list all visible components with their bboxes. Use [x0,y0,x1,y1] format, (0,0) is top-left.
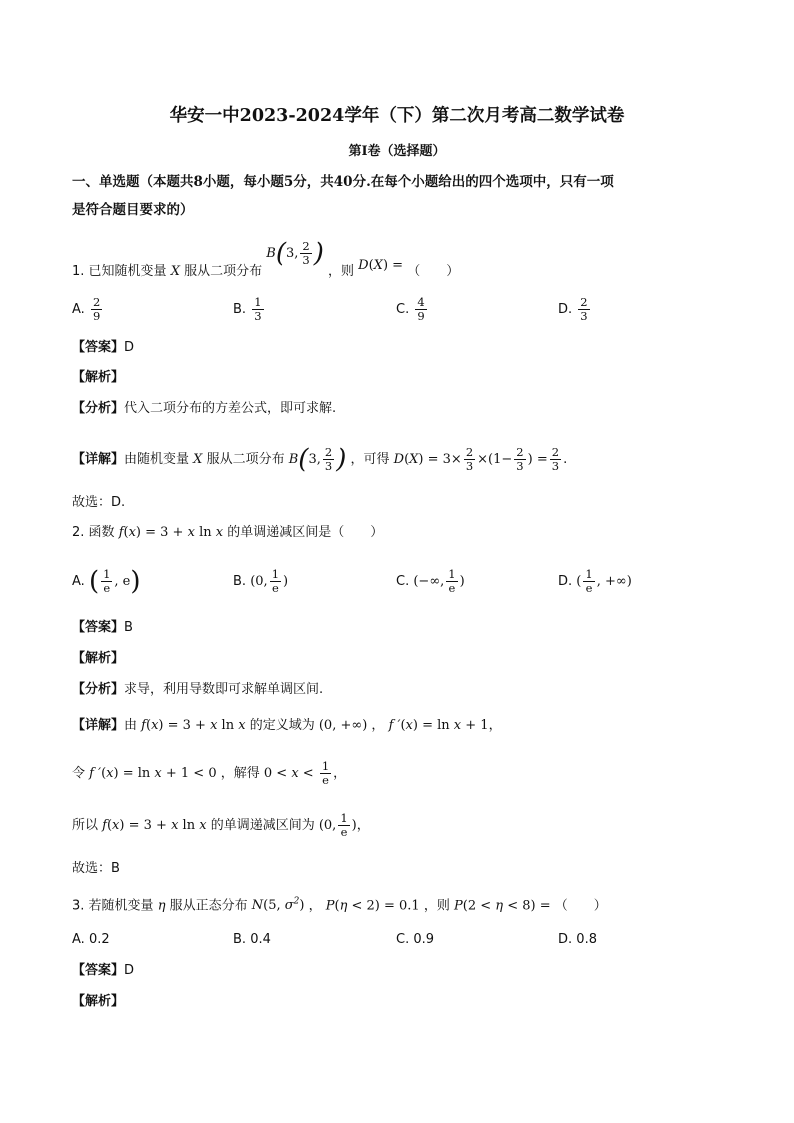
binomial-expr: B(3, $\frac{2}{3}$ ) [266,238,324,269]
q3-option-c: C. 0.9 [396,932,435,947]
q2-option-b: B. (0, $\frac{1}{e}$ ) [233,567,289,595]
q1-option-a: A. $\frac{2}{9}$ [72,295,101,323]
q2-conclusion: 故选：B [72,861,120,876]
q3-option-b: B. 0.4 [233,932,271,947]
section-heading-line1: 一、单选题（本题共8小题，每小题5分，共40分.在每个小题给出的四个选项中，只有一项 [72,174,614,190]
q2-detail-line3: 所以 f(x) = 3 + x ln x 的单调递减区间为 (0, $\frac{1}{e}$ )， [72,811,370,839]
var-x: X [170,264,180,279]
section-heading [72,168,732,224]
q1-detail: 【详解】由随机变量 X 服从二项分布 B(3, $\frac{2}{3}$ ) ，可得 D(X) = 3× $\frac{2}{3}$ ×(1− $\frac{2}{3}$ ) = $\frac{2}{3}$ . [72,444,568,475]
q2-analysis: 【解析】 [72,651,125,666]
question-3: 3. 若随机变量 η 服从正态分布 N(5, $\sigma^2$) ， P(η < 2) = 0.1 ，则 P(2 < η < 8) = （ ） [72,897,607,914]
question-2: 2. 函数 f(x) = 3 + x ln x 的单调递减区间是（ ） [72,525,384,540]
q1-conclusion: 故选：D. [72,495,126,510]
exam-title: 华安一中2023-2024学年（下）第二次月考高二数学试卷 [169,106,625,126]
q1-option-d: D. $\frac{2}{3}$ [558,295,588,323]
q1-fenxi: 【分析】代入二项分布的方差公式，即可求解. [72,401,337,416]
q2-option-a: A. ( $\frac{1}{e}$ , e) [72,566,141,597]
q3-analysis: 【解析】 [72,994,125,1009]
q1-option-b: B. $\frac{1}{3}$ [233,295,262,323]
q3-answer: 【答案】D [72,963,135,978]
q2-detail: 【详解】由 f(x) = 3 + x ln x 的定义域为 (0, +∞) ， f ′(x) = ln x + 1， [72,718,502,733]
q3-option-d: D. 0.8 [558,932,597,947]
q2-detail-line2: 令 f ′(x) = ln x + 1 < 0 ，解得 0 < x < $\frac{1}{e}$ ， [72,759,347,787]
q1-answer: 【答案】D [72,340,135,355]
q2-option-d: D. ( $\frac{1}{e}$ , +∞) [558,567,632,595]
q1-analysis: 【解析】 [72,370,125,385]
q1-tail: （ ） [407,264,460,279]
volume-label: 第I卷（选择题） [348,144,446,159]
question-1 [72,238,460,285]
q1-mid: 服从二项分布 [184,264,263,279]
q3-option-a: A. 0.2 [72,932,110,947]
q1-suffix: ，则 [328,264,355,279]
variance-expr: D(X) = [358,258,404,273]
q1-prefix: 1. 已知随机变量 [72,264,167,279]
section-heading-line2: 是符合题目要求的） [72,202,194,218]
q2-option-c: C. (−∞, $\frac{1}{e}$ ) [396,567,465,595]
q2-answer: 【答案】B [72,620,133,635]
q2-fenxi: 【分析】求导，利用导数即可求解单调区间. [72,682,324,697]
q1-option-c: C. $\frac{4}{9}$ [396,295,425,323]
